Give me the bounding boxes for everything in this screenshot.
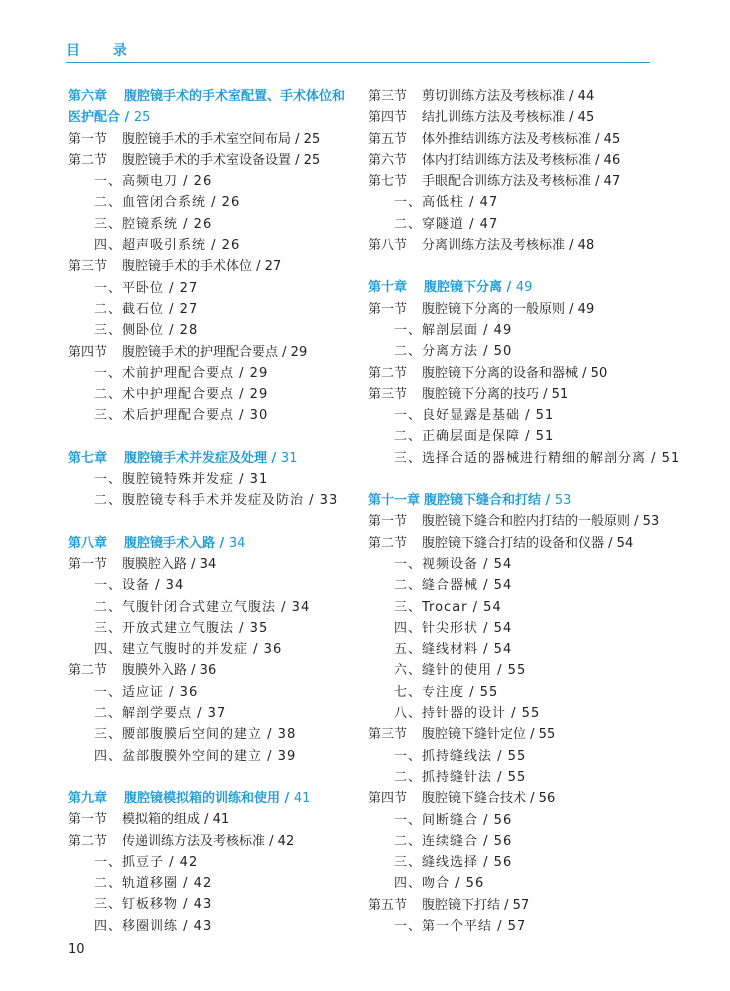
toc-item-entry: 一、高频电刀 / 26 — [94, 174, 213, 190]
toc-item-entry: 二、轨道移圈 / 42 — [94, 876, 213, 892]
item-title: 二、连续缝合 — [394, 833, 479, 849]
toc-item-entry: 六、缝针的使用 / 55 — [394, 663, 527, 679]
item-page: 28 — [179, 323, 199, 339]
chapter-number: 第七章 — [68, 450, 108, 466]
item-page: 42 — [179, 854, 199, 870]
section-title: 腹腔镜手术的手术室空间布局 — [122, 131, 292, 147]
toc-item-entry: 一、适应证 / 36 — [94, 684, 199, 700]
chapter-page: 53 — [554, 493, 572, 509]
toc-item-entry: 二、抓持缝针法 / 55 — [394, 769, 527, 785]
chapter-page: 49 — [515, 280, 533, 296]
section-page: 53 — [642, 514, 660, 530]
chapter-title: 腹腔镜模拟箱的训练和使用 — [124, 790, 281, 806]
item-title: 四、吻合 — [394, 876, 451, 892]
item-page: 55 — [507, 663, 527, 679]
section-title: 腹腔镜下缝合打结的设备和仪器 — [422, 535, 605, 551]
toc-item-entry: 一、视频设备 / 54 — [394, 556, 513, 572]
chapter-number: 第九章 — [68, 790, 108, 806]
item-title: 二、截石位 — [94, 301, 165, 317]
section-title: 模拟箱的组成 — [122, 812, 201, 828]
section-page: 47 — [603, 174, 621, 190]
section-title: 体外推结训练方法及考核标准 — [422, 131, 592, 147]
section-page: 36 — [199, 663, 217, 679]
toc-section-entry: 第二节 腹腔镜下分离的设备和器械 / 50 — [368, 363, 658, 384]
item-title: 一、抓持缝线法 — [394, 748, 493, 764]
item-page: 33 — [319, 493, 339, 509]
section-title: 腹腔镜下缝合技术 — [422, 791, 527, 807]
chapter-title: 腹腔镜手术并发症及处理 — [124, 450, 268, 466]
item-page: 55 — [521, 706, 541, 722]
section-page: 45 — [577, 110, 595, 126]
toc-section-entry: 第六节 体内打结训练方法及考核标准 / 46 — [368, 150, 658, 171]
toc-item-entry: 一、良好显露是基础 / 51 — [394, 408, 555, 424]
item-title: 一、平卧位 — [94, 280, 165, 296]
section-number: 第二节 — [368, 535, 408, 551]
chapter-page: 34 — [228, 535, 246, 551]
toc-section-entry: 第三节 腹腔镜手术的手术体位 / 27 — [68, 256, 358, 277]
item-title: 三、开放式建立气腹法 — [94, 620, 235, 636]
section-title: 腹腔镜下分离的设备和器械 — [422, 365, 579, 381]
toc-section-entry: 第二节 传递训练方法及考核标准 / 42 — [68, 831, 358, 852]
toc-section-entry: 第三节 腹腔镜下缝针定位 / 55 — [368, 724, 658, 745]
item-title: 三、选择合适的器械进行精细的解剖分离 — [394, 450, 647, 466]
chapter-page: 41 — [293, 790, 311, 806]
chapter-title-continuation: 医护配合 / 25 — [68, 110, 151, 126]
toc-item-entry: 二、血管闭合系统 / 26 — [94, 195, 241, 211]
item-title: 四、针尖形状 — [394, 620, 479, 636]
chapter-title: 腹腔镜下缝合和打结 — [424, 493, 542, 509]
section-number: 第一节 — [368, 514, 408, 530]
toc-chapter-entry: 第七章 腹腔镜手术并发症及处理 / 31 — [68, 448, 358, 469]
item-page: 42 — [193, 876, 213, 892]
toc-section-entry: 第五节 体外推结训练方法及考核标准 / 45 — [368, 129, 658, 150]
item-title: 二、缝合器械 — [394, 578, 479, 594]
page-number: 10 — [68, 942, 85, 957]
toc-section-entry: 第一节 腹腔镜下缝合和腔内打结的一般原则 / 53 — [368, 511, 658, 532]
toc-item-entry: 四、移圈训练 / 43 — [94, 918, 213, 934]
header-divider — [66, 62, 650, 63]
item-page: 50 — [493, 344, 513, 360]
toc-item-entry: 四、针尖形状 / 54 — [394, 620, 513, 636]
item-page: 35 — [249, 620, 269, 636]
section-title: 腹腔镜下打结 — [422, 897, 501, 913]
section-title: 腹腔镜下缝针定位 — [422, 727, 527, 743]
item-title: 六、缝针的使用 — [394, 663, 493, 679]
item-title: 二、轨道移圈 — [94, 876, 179, 892]
item-page: 56 — [493, 855, 513, 871]
section-page: 34 — [199, 556, 217, 572]
item-title: 一、良好显露是基础 — [394, 408, 521, 424]
item-title: 二、气腹针闭合式建立气腹法 — [94, 599, 277, 615]
section-title: 腹腔镜下分离的技巧 — [422, 386, 540, 402]
toc-section-entry: 第八节 分离训练方法及考核标准 / 48 — [368, 235, 658, 256]
toc-section-entry: 第四节 腹腔镜手术的护理配合要点 / 29 — [68, 342, 358, 363]
section-page: 29 — [290, 344, 308, 360]
item-title: 三、钉板移物 — [94, 897, 179, 913]
toc-section-entry: 第三节 腹腔镜下分离的技巧 / 51 — [368, 384, 658, 405]
item-page: 26 — [221, 195, 241, 211]
item-title: 二、正确层面是保障 — [394, 429, 521, 445]
section-page: 45 — [603, 131, 621, 147]
item-page: 51 — [535, 429, 555, 445]
section-title: 体内打结训练方法及考核标准 — [422, 152, 592, 168]
section-page: 55 — [538, 727, 556, 743]
toc-chapter-entry: 第九章 腹腔镜模拟箱的训练和使用 / 41 — [68, 788, 358, 809]
section-number: 第二节 — [68, 663, 108, 679]
item-page: 43 — [193, 918, 213, 934]
item-title: 四、超声吸引系统 — [94, 238, 207, 254]
section-number: 第八节 — [368, 238, 408, 254]
toc-item-entry: 二、解剖学要点 / 37 — [94, 706, 227, 722]
toc-section-entry: 第二节 腹腔镜下缝合打结的设备和仪器 / 54 — [368, 533, 658, 554]
toc-item-entry: 三、选择合适的器械进行精细的解剖分离 / 51 — [394, 450, 681, 466]
section-title: 腹膜外入路 — [122, 663, 188, 679]
section-number: 第五节 — [368, 131, 408, 147]
item-title: 一、第一个平结 — [394, 918, 493, 934]
toc-section-entry: 第二节 腹腔镜手术的手术室设备设置 / 25 — [68, 150, 358, 171]
toc-item-entry: 四、建立气腹时的并发症 / 36 — [94, 642, 283, 658]
section-title: 腹腔镜手术的手术体位 — [122, 259, 253, 275]
toc-item-entry: 五、缝线材料 / 54 — [394, 642, 513, 658]
item-page: 34 — [165, 578, 185, 594]
item-page: 49 — [493, 322, 513, 338]
toc-item-entry: 一、抓持缝线法 / 55 — [394, 748, 527, 764]
section-number: 第四节 — [368, 110, 408, 126]
toc-item-entry: 七、专注度 / 55 — [394, 684, 499, 700]
item-title: 三、术后护理配合要点 — [94, 408, 235, 424]
toc-item-entry: 三、缝线选择 / 56 — [394, 855, 513, 871]
item-page: 47 — [479, 195, 499, 211]
section-number: 第六节 — [368, 152, 408, 168]
item-page: 26 — [221, 238, 241, 254]
item-page: 34 — [291, 599, 311, 615]
item-title: 二、腹腔镜专科手术并发症及防治 — [94, 493, 305, 509]
toc-item-entry: 一、抓豆子 / 42 — [94, 854, 199, 870]
toc-chapter-entry — [68, 86, 358, 129]
section-page: 50 — [590, 365, 608, 381]
toc-chapter-entry: 第十一章 腹腔镜下缝合和打结 / 53 — [368, 490, 658, 511]
chapter-title-line — [68, 86, 358, 107]
toc-item-entry: 三、腔镜系统 / 26 — [94, 216, 213, 232]
item-page: 29 — [249, 387, 269, 403]
section-number: 第七节 — [368, 174, 408, 190]
toc-item-entry: 三、腰部腹膜后空间的建立 / 38 — [94, 727, 297, 743]
item-page: 56 — [465, 876, 485, 892]
item-title: 二、抓持缝针法 — [394, 769, 493, 785]
section-title: 腹膜腔入路 — [122, 556, 188, 572]
section-page: 49 — [577, 301, 595, 317]
toc-spacer — [68, 767, 358, 788]
item-page: 31 — [249, 472, 269, 488]
section-number: 第二节 — [68, 833, 108, 849]
toc-section-entry: 第二节 腹膜外入路 / 36 — [68, 660, 358, 681]
chapter-title: 腹腔镜手术的手术室配置、手术体位和 — [124, 89, 346, 104]
toc-left-column — [68, 86, 358, 937]
section-number: 第一节 — [368, 301, 408, 317]
section-page: 48 — [577, 238, 595, 254]
section-page: 27 — [264, 259, 282, 275]
toc-item-entry: 一、设备 / 34 — [94, 578, 185, 594]
item-title: 三、腰部腹膜后空间的建立 — [94, 727, 263, 743]
item-page: 54 — [493, 642, 513, 658]
toc-item-entry: 八、持针器的设计 / 55 — [394, 706, 541, 722]
toc-spacer — [68, 512, 358, 533]
toc-item-entry: 二、截石位 / 27 — [94, 301, 199, 317]
toc-item-entry: 一、腹腔镜特殊并发症 / 31 — [94, 472, 269, 488]
item-page: 47 — [479, 216, 499, 232]
section-title: 结扎训练方法及考核标准 — [422, 110, 566, 126]
section-page: 41 — [212, 812, 230, 828]
item-title: 五、缝线材料 — [394, 642, 479, 658]
item-title: 三、缝线选择 — [394, 855, 479, 871]
item-title: 四、盆部腹膜外空间的建立 — [94, 748, 263, 764]
toc-item-entry: 一、平卧位 / 27 — [94, 280, 199, 296]
toc-chapter-entry: 第八章 腹腔镜手术入路 / 34 — [68, 533, 358, 554]
item-title: 一、间断缝合 — [394, 812, 479, 828]
toc-item-entry: 二、正确层面是保障 / 51 — [394, 429, 555, 445]
item-title: 二、血管闭合系统 — [94, 195, 207, 211]
section-title: 手眼配合训练方法及考核标准 — [422, 174, 592, 190]
toc-item-entry: 二、术中护理配合要点 / 29 — [94, 387, 269, 403]
item-page: 43 — [193, 897, 213, 913]
section-number: 第三节 — [368, 727, 408, 743]
section-number: 第三节 — [68, 259, 108, 275]
toc-item-entry: 三、开放式建立气腹法 / 35 — [94, 620, 269, 636]
section-page: 54 — [616, 535, 634, 551]
section-number: 第二节 — [368, 365, 408, 381]
chapter-title-cont: 医护配合 — [68, 110, 121, 126]
item-title: 一、设备 — [94, 578, 151, 594]
section-title: 剪切训练方法及考核标准 — [422, 89, 566, 104]
chapter-title: 腹腔镜下分离 — [424, 280, 503, 296]
toc-item-entry: 一、术前护理配合要点 / 29 — [94, 365, 269, 381]
item-title: 八、持针器的设计 — [394, 706, 507, 722]
toc-chapter-entry: 第十章 腹腔镜下分离 / 49 — [368, 277, 658, 298]
section-title: 腹腔镜下缝合和腔内打结的一般原则 — [422, 514, 631, 530]
toc-item-entry: 一、解剖层面 / 49 — [394, 322, 513, 338]
item-page: 26 — [193, 174, 213, 190]
section-page: 46 — [603, 152, 621, 168]
item-title: 一、解剖层面 — [394, 322, 479, 338]
toc-item-entry: 一、高低柱 / 47 — [394, 195, 499, 211]
item-title: 一、视频设备 — [394, 556, 479, 572]
toc-right-column — [368, 86, 681, 937]
chapter-page: 31 — [280, 450, 298, 466]
item-page: 55 — [507, 748, 527, 764]
section-title: 腹腔镜下分离的一般原则 — [422, 301, 566, 317]
toc-item-entry: 四、超声吸引系统 / 26 — [94, 238, 241, 254]
item-page: 38 — [277, 727, 297, 743]
toc-section-entry: 第一节 腹腔镜手术的手术室空间布局 / 25 — [68, 129, 358, 150]
toc-item-entry: 二、连续缝合 / 56 — [394, 833, 513, 849]
chapter-title: 腹腔镜手术入路 — [124, 535, 216, 551]
section-title: 传递训练方法及考核标准 — [122, 833, 266, 849]
item-page: 54 — [493, 578, 513, 594]
chapter-number: 第六章 — [68, 89, 108, 104]
toc-item-entry: 二、气腹针闭合式建立气腹法 / 34 — [94, 599, 311, 615]
item-title: 七、专注度 — [394, 684, 465, 700]
item-title: 三、腔镜系统 — [94, 216, 179, 232]
toc-section-entry: 第三节 剪切训练方法及考核标准 / 44 — [368, 86, 658, 107]
toc-spacer — [68, 427, 358, 448]
section-title: 腹腔镜手术的护理配合要点 — [122, 344, 279, 360]
item-title: 一、高频电刀 — [94, 174, 179, 190]
toc-item-entry: 二、腹腔镜专科手术并发症及防治 / 33 — [94, 493, 339, 509]
item-page: 57 — [507, 918, 527, 934]
section-number: 第一节 — [68, 131, 108, 147]
toc-item-entry: 三、Trocar / 54 — [394, 599, 502, 615]
section-number: 第五节 — [368, 897, 408, 913]
section-number: 第四节 — [68, 344, 108, 360]
section-number: 第三节 — [368, 89, 408, 104]
toc-item-entry: 二、分离方法 / 50 — [394, 344, 513, 360]
toc-item-entry: 三、钉板移物 / 43 — [94, 897, 213, 913]
toc-item-entry: 四、吻合 / 56 — [394, 876, 485, 892]
item-page: 54 — [483, 599, 502, 615]
section-number: 第四节 — [368, 791, 408, 807]
item-title: 三、Trocar — [394, 599, 468, 615]
chapter-number: 第十章 — [368, 280, 408, 296]
item-page: 36 — [179, 684, 199, 700]
item-title: 一、术前护理配合要点 — [94, 365, 235, 381]
item-page: 54 — [493, 620, 513, 636]
section-page: 25 — [303, 131, 321, 147]
section-page: 25 — [303, 152, 321, 168]
item-page: 39 — [277, 748, 297, 764]
section-number: 第二节 — [68, 152, 108, 168]
toc-item-entry: 三、术后护理配合要点 / 30 — [94, 408, 269, 424]
item-title: 二、穿隧道 — [394, 216, 465, 232]
item-page: 27 — [179, 301, 199, 317]
item-page: 55 — [479, 684, 499, 700]
section-page: 42 — [277, 833, 295, 849]
toc-header-title: 目 录 — [66, 43, 141, 59]
section-title: 分离训练方法及考核标准 — [422, 238, 566, 254]
section-number: 第一节 — [68, 556, 108, 572]
section-page: 56 — [538, 791, 556, 807]
item-page: 54 — [493, 556, 513, 572]
item-page: 30 — [249, 408, 269, 424]
toc-section-entry: 第四节 腹腔镜下缝合技术 / 56 — [368, 788, 658, 809]
item-page: 56 — [493, 833, 513, 849]
toc-section-entry: 第四节 结扎训练方法及考核标准 / 45 — [368, 107, 658, 128]
item-title: 三、侧卧位 — [94, 323, 165, 339]
item-page: 26 — [193, 216, 213, 232]
item-title: 四、建立气腹时的并发症 — [94, 642, 249, 658]
item-page: 36 — [263, 642, 283, 658]
item-page: 56 — [493, 812, 513, 828]
chapter-page: 25 — [133, 110, 151, 126]
section-number: 第三节 — [368, 386, 408, 402]
toc-item-entry: 三、侧卧位 / 28 — [94, 323, 199, 339]
item-page: 29 — [249, 365, 269, 381]
item-page: 27 — [179, 280, 199, 296]
chapter-number: 第十一章 — [368, 493, 421, 509]
item-title: 一、适应证 — [94, 684, 165, 700]
item-title: 一、抓豆子 — [94, 854, 165, 870]
section-page: 57 — [512, 897, 530, 913]
item-title: 四、移圈训练 — [94, 918, 179, 934]
toc-section-entry: 第一节 腹膜腔入路 / 34 — [68, 554, 358, 575]
item-title: 二、术中护理配合要点 — [94, 387, 235, 403]
toc-section-entry: 第一节 模拟箱的组成 / 41 — [68, 809, 358, 830]
item-title: 二、分离方法 — [394, 344, 479, 360]
item-title: 二、解剖学要点 — [94, 706, 193, 722]
item-page: 51 — [535, 408, 555, 424]
item-page: 55 — [507, 769, 527, 785]
section-title: 腹腔镜手术的手术室设备设置 — [122, 152, 292, 168]
section-number: 第一节 — [68, 812, 108, 828]
toc-item-entry: 一、间断缝合 / 56 — [394, 812, 513, 828]
toc-item-entry: 二、穿隧道 / 47 — [394, 216, 499, 232]
section-page: 44 — [577, 89, 595, 104]
toc-section-entry: 第一节 腹腔镜下分离的一般原则 / 49 — [368, 299, 658, 320]
item-title: 一、腹腔镜特殊并发症 — [94, 472, 235, 488]
toc-item-entry: 一、第一个平结 / 57 — [394, 918, 527, 934]
toc-spacer — [368, 469, 658, 490]
item-page: 37 — [207, 706, 227, 722]
item-title: 一、高低柱 — [394, 195, 465, 211]
toc-section-entry: 第五节 腹腔镜下打结 / 57 — [368, 895, 658, 916]
toc-item-entry: 二、缝合器械 / 54 — [394, 578, 513, 594]
chapter-number: 第八章 — [68, 535, 108, 551]
item-page: 51 — [661, 450, 681, 466]
section-page: 51 — [551, 386, 569, 402]
toc-item-entry: 四、盆部腹膜外空间的建立 / 39 — [94, 748, 297, 764]
toc-spacer — [368, 256, 658, 277]
toc-section-entry: 第七节 手眼配合训练方法及考核标准 / 47 — [368, 171, 658, 192]
